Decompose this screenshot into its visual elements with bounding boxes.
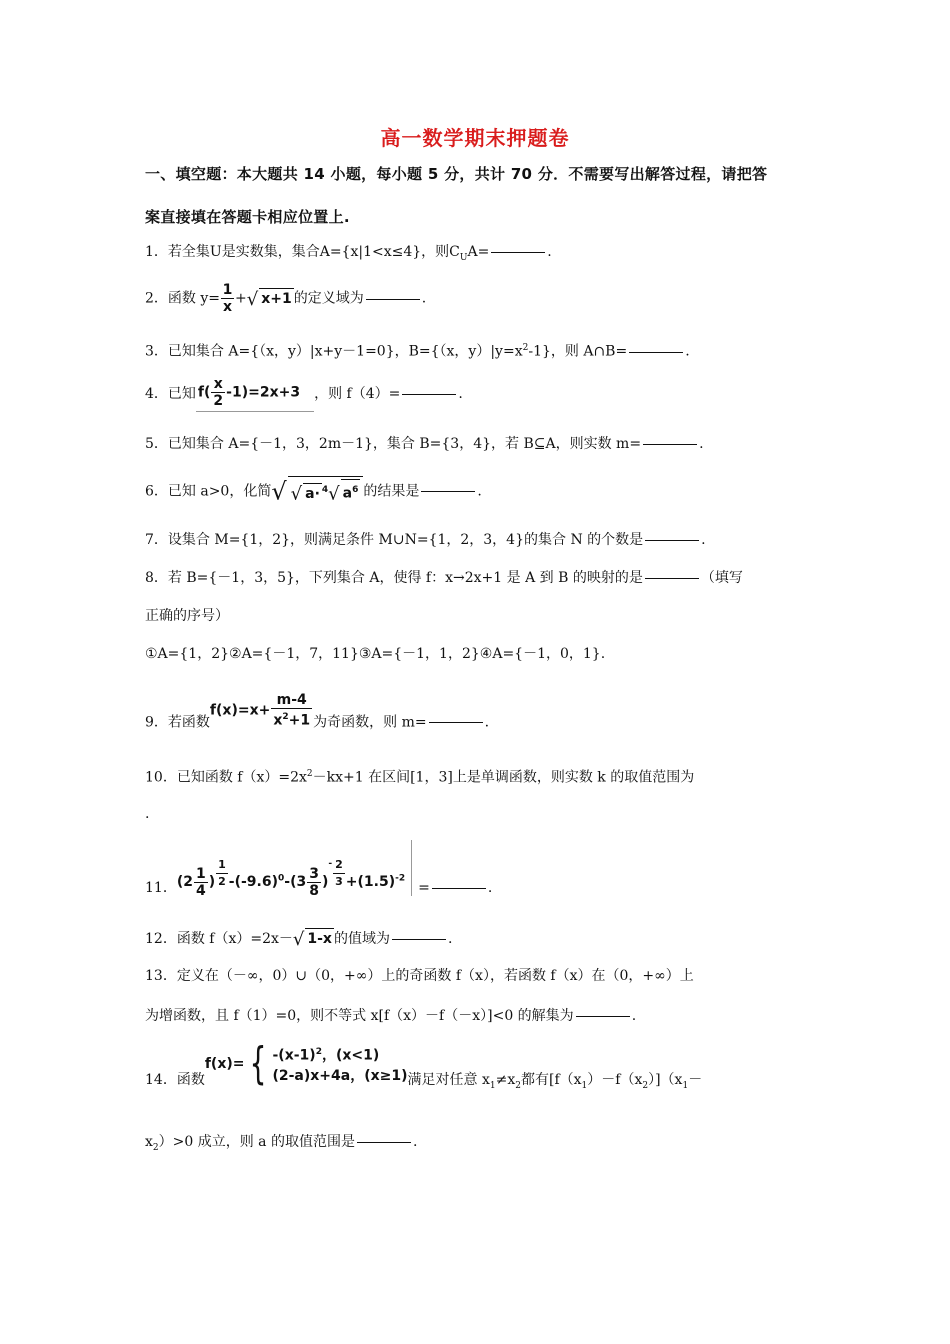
question-10-line2: . bbox=[145, 806, 150, 822]
answer-blank bbox=[366, 298, 420, 300]
question-9: 9．若函数f(x)=x+ $\frac{m-4}{x^2+1}$ 为奇函数，则 m= . bbox=[145, 692, 490, 731]
answer-blank bbox=[429, 721, 483, 723]
answer-blank bbox=[643, 443, 697, 445]
question-1: 1．若全集U是实数集，集合A={x|1<x≤4}，则$C_UA=$ . bbox=[145, 244, 552, 263]
formula-sqrt: √ 1-x bbox=[292, 929, 332, 950]
question-5: 5．已知集合 A={－1，3，2m－1}，集合 B={3，4}，若 B⊆A，则实数 m= . bbox=[145, 436, 704, 452]
formula-border bbox=[411, 840, 412, 896]
question-3: 3．已知集合 A={（x，y）|x+y－1=0}，B={（x，$y)|y=x^2-1$}，则 A∩B= . bbox=[145, 343, 690, 360]
answer-blank bbox=[491, 251, 545, 253]
answer-blank bbox=[629, 351, 683, 353]
section-instruction-line1: 一、填空题：本大题共 14 小题，每小题 5 分，共计 70 分．不需要写出解答过程，请把答 bbox=[145, 165, 768, 183]
section-instruction-line2: 案直接填在答题卡相应位置上. bbox=[145, 208, 350, 226]
question-14-line1: 14．函数f(x)= { $-(x-1)^2$，(x<1) (2-a)x+4a，(x≥1) 满足对任意 $x_1\ne x_2$都有$[f(x_1)-f(x_2)](x_1-$ bbox=[145, 1038, 703, 1091]
answer-blank bbox=[432, 887, 486, 889]
question-8-line1: 8．若 B={－1，3，5}，下列集合 A，使得 f：x→2x+1 是 A 到 B 的映射的是 （填写 bbox=[145, 570, 743, 586]
formula-piecewise: f(x)= { $-(x-1)^2$，(x<1) (2-a)x+4a，(x≥1) bbox=[204, 1038, 408, 1089]
question-8-options: ①A={1，2}②A={－1，7，11}③A={－1，1，2}④A={－1，0，1}. bbox=[145, 646, 606, 662]
answer-blank bbox=[645, 539, 699, 541]
question-4: 4．已知 f( $\frac{x}{2}$ -1)=2x+3 ，则 f（4）= . bbox=[145, 376, 810, 412]
answer-blank bbox=[392, 938, 446, 940]
question-10-line1: 10．已知函数 $f(x)=2x^2-kx+1$ 在区间[1，3]上是单调函数，则实数 k 的取值范围为 bbox=[145, 769, 695, 786]
answer-blank bbox=[576, 1015, 630, 1017]
question-14-line2: $x_2)>0$ 成立，则 a 的取值范围是 . bbox=[145, 1134, 418, 1153]
question-12: 12．函数 f（x）=2x－√ 1-x 的值域为 . bbox=[145, 929, 453, 950]
question-7: 7．设集合 M={1，2}，则满足条件 M∪N={1，2，3，4}的集合 N 的个数是 . bbox=[145, 532, 706, 548]
formula-image: f( $\frac{x}{2}$ -1)=2x+3 bbox=[196, 376, 314, 412]
formula-nested-root: √ √ a· $^4$√ $a^6$ bbox=[271, 476, 363, 507]
answer-blank bbox=[645, 577, 699, 579]
formula-image: f(x)=x+ $\frac{m-4}{x^2+1}$ bbox=[209, 692, 311, 729]
page-title: 高一数学期末押题卷 bbox=[380, 126, 570, 150]
question-13-line1: 13．定义在（－∞，0）∪（0，+∞）上的奇函数 f（x），若函数 f（x）在（0，+∞）上 bbox=[145, 968, 694, 984]
question-8-line2: 正确的序号） bbox=[145, 608, 229, 624]
question-11: 11．(2 $\frac{1}{4}$ ) $\frac{1}{2}$ $-(-9.6)^0-(3$ $\frac{3}{8}$ )- $\frac{2}{3}$ $+(1.5)^{-2}=$ . bbox=[145, 840, 810, 896]
question-13-line2: 为增函数，且 f（1）=0，则不等式 x[f（x）－f（－x）]<0 的解集为 . bbox=[145, 1008, 637, 1024]
answer-blank bbox=[357, 1141, 411, 1143]
question-2: 2．函数 y= $\frac{1}{x}$ +√ x+1 的定义域为 . bbox=[145, 282, 427, 315]
question-6: 6．已知 a>0，化简√ √ a· $^4$√ $a^6$ 的结果是 . bbox=[145, 477, 482, 506]
answer-blank bbox=[421, 490, 475, 492]
formula-sqrt: √ x+1 bbox=[246, 288, 292, 310]
answer-blank bbox=[402, 393, 456, 395]
formula-image: (2 $\frac{1}{4}$ ) $\frac{1}{2}$ $-(-9.6)^0-(3$ $\frac{3}{8}$ )- $\frac{2}{3}$ $+(1.5)^{-2}$ bbox=[176, 858, 406, 899]
formula-fraction: $\frac{1}{x}$ bbox=[222, 282, 233, 315]
